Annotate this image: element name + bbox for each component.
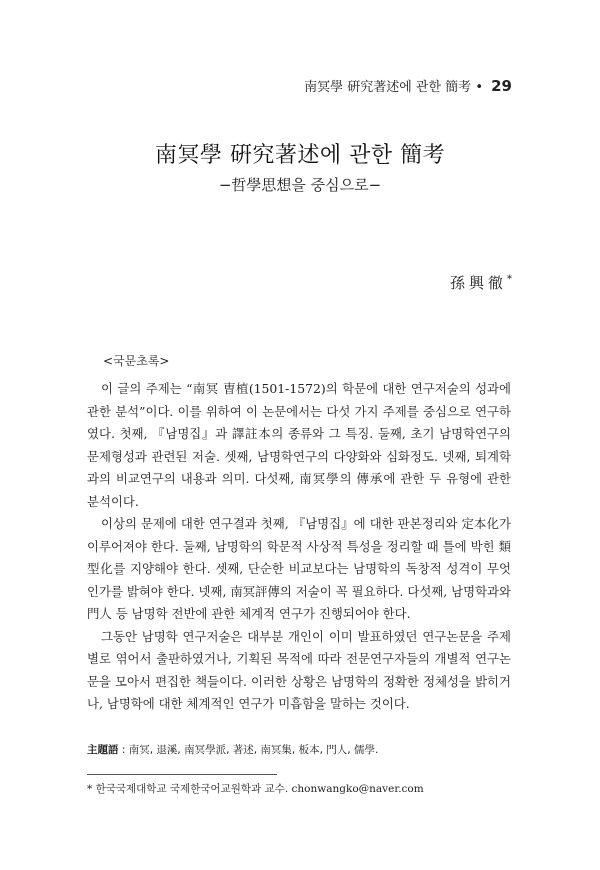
keywords-list: 南冥, 退溪, 南冥學派, 著述, 南冥集, 板本, 門人, 儒學. — [128, 744, 379, 756]
keywords-label: 主題語 — [87, 744, 119, 756]
abstract-label: <국문초록> — [103, 354, 170, 368]
abstract-paragraph-1: 이 글의 주제는 “南冥 曺植(1501-1572)의 학문에 대한 연구저술의 성과에 관한 분석”이다. 이를 위하여 이 논문에서는 다섯 가지 주제를 중심으로 연구하였다. 첫째, 『남명집』과 譯註本의 종류와 그 특징. 둘째, 초기 남명학연구의 문제형성과 관련된 저술. 셋째, 남명학연구의 다양화와 심화정도. 넷째, 퇴계학과의 비교연구의 내용과 의미. 다섯째, 南冥學의 傳承에 관한 두 유형에 관한 분석이다. — [87, 381, 511, 509]
running-head-bullet: • — [475, 80, 483, 95]
footnote-rule — [87, 774, 277, 775]
page-number: 29 — [491, 77, 512, 95]
paper-title: 南冥學 硏究著述에 관한 簡考 — [154, 143, 446, 168]
author-name: 孫興徹 — [449, 274, 507, 292]
keywords-separator: : — [118, 744, 129, 756]
author — [450, 272, 512, 293]
author-footnote-mark: * — [507, 274, 512, 285]
abstract-paragraph-2: 이상의 문제에 대한 연구결과 첫째, 『남명집』에 대한 판본정리와 定本化가 이루어져야 한다. 둘째, 남명학의 학문적 사상적 특성을 정리할 때 틀에 박힌 類型化를 지양해야 한다. 셋째, 단순한 비교보다는 남명학의 독창적 성격이 무엇인가를 밝혀야 한다. 넷째, 南冥評傳의 저술이 꼭 필요하다. 다섯째, 남명학과와 門人 등 남명학 전반에 관한 체계적 연구가 진행되어야 한다. — [87, 516, 511, 621]
paper-subtitle: −哲學思想을 중심으로− — [218, 176, 382, 194]
author-footnote: * 한국국제대학교 국제한국어교원학과 교수. chonwangko@naver.com — [87, 783, 424, 795]
running-head — [304, 76, 512, 95]
abstract-body — [87, 378, 511, 716]
keywords — [87, 742, 527, 757]
running-head-title: 南冥學 硏究著述에 관한 簡考 — [304, 80, 472, 95]
abstract-paragraph-3: 그동안 남명학 연구저술은 대부분 개인이 이미 발표하였던 연구논문을 주제별로 엮어서 출판하였거나, 기획된 목적에 따라 전문연구자들의 개별적 연구논문을 모아서 편집한 책들이다. 이러한 상황은 남명학의 정확한 정체성을 밝히거나, 남명학에 대한 체계적인 연구가 미흡함을 말하는 것이다. — [87, 628, 511, 711]
